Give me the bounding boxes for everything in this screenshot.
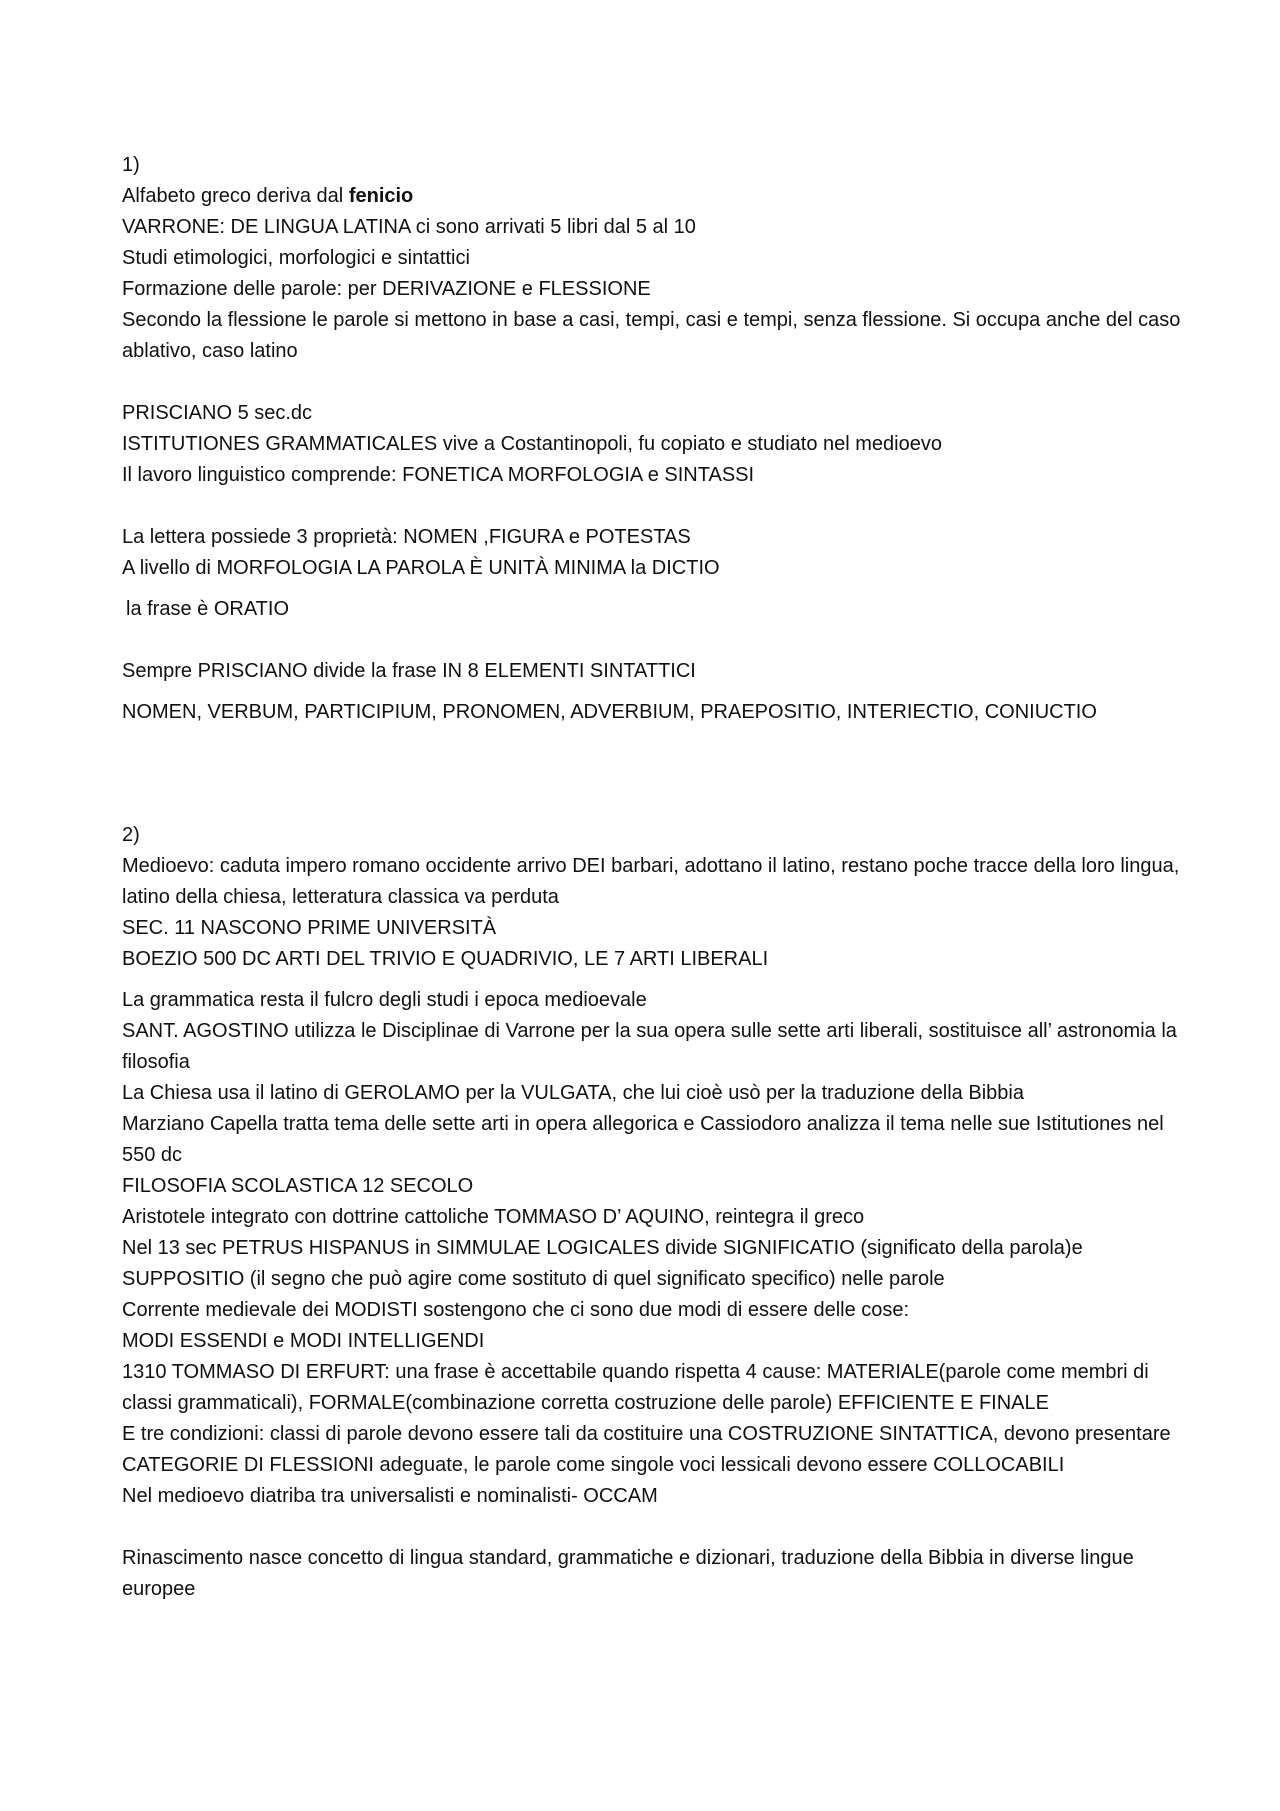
paragraph-line: Corrente medievale dei MODISTI sostengono che ci sono due modi di essere delle cose: (122, 1299, 910, 1321)
paragraph-line: NOMEN, VERBUM, PARTICIPIUM, PRONOMEN, ADVERBIUM, PRAEPOSITIO, INTERIECTIO, CONIUCTIO (122, 701, 1097, 723)
document-body (122, 150, 1182, 1605)
paragraph-line: SANT. AGOSTINO utilizza le Disciplinae di Varrone per la sua opera sulle sette arti liberali, sostituisce all’ astronomia la filosofia (122, 1020, 1177, 1073)
paragraph-line: ISTITUTIONES GRAMMATICALES vive a Costantinopoli, fu copiato e studiato nel medioevo (122, 433, 942, 455)
alfabeto-line: Alfabeto greco deriva dal fenicio (122, 185, 414, 207)
paragraph-line: 1310 TOMMASO DI ERFURT: una frase è accettabile quando rispetta 4 cause: MATERIALE(parole come membri di classi grammaticali), FORMALE(combinazione corretta costruzione delle parole) EFFICIENTE E FINALE (122, 1361, 1149, 1414)
paragraph-line: MODI ESSENDI e MODI INTELLIGENDI (122, 1330, 485, 1352)
paragraph-line: VARRONE: DE LINGUA LATINA ci sono arrivati 5 libri dal 5 al 10 (122, 216, 696, 238)
paragraph-line: PRISCIANO 5 sec.dc (122, 402, 313, 424)
paragraph-line: La Chiesa usa il latino di GEROLAMO per la VULGATA, che lui cioè usò per la traduzione della Bibbia (122, 1082, 1024, 1104)
paragraph-line: La grammatica resta il fulcro degli studi i epoca medioevale (122, 989, 647, 1011)
paragraph-line: Nel 13 sec PETRUS HISPANUS in SIMMULAE LOGICALES divide SIGNIFICATIO (significato della parola)e SUPPOSITIO (il segno che può agire come sostituto di quel significato specifico) nelle parole (122, 1237, 1083, 1290)
paragraph-line: Aristotele integrato con dottrine cattoliche TOMMASO D’ AQUINO, reintegra il greco (122, 1206, 865, 1228)
paragraph-line: Secondo la flessione le parole si mettono in base a casi, tempi, casi e tempi, senza flessione. Si occupa anche del caso ablativo, caso latino (122, 309, 1181, 362)
paragraph-line: E tre condizioni: classi di parole devono essere tali da costituire una COSTRUZIONE SINTATTICA, devono presentare CATEGORIE DI FLESSIONI adeguate, le parole come singole voci lessicali devono essere COLLOCABILI (122, 1423, 1171, 1476)
fenicio-bold: fenicio (348, 185, 414, 207)
paragraph-line: Formazione delle parole: per DERIVAZIONE e FLESSIONE (122, 278, 651, 300)
paragraph-line: Marziano Capella tratta tema delle sette arti in opera allegorica e Cassiodoro analizza il tema nelle sue Istitutiones nel 550 dc (122, 1113, 1164, 1166)
section-2-number: 2) (122, 824, 140, 846)
paragraph-line: Rinascimento nasce concetto di lingua standard, grammatiche e dizionari, traduzione della Bibbia in diverse lingue europee (122, 1547, 1134, 1600)
paragraph-line: SEC. 11 NASCONO PRIME UNIVERSITÀ (122, 917, 497, 939)
paragraph-line: Medioevo: caduta impero romano occidente arrivo DEI barbari, adottano il latino, restano poche tracce della loro lingua, latino della chiesa, letteratura classica va perduta (122, 855, 1180, 908)
paragraph-line: FILOSOFIA SCOLASTICA 12 SECOLO (122, 1175, 474, 1197)
paragraph-line: La lettera possiede 3 proprietà: NOMEN ,FIGURA e POTESTAS (122, 526, 691, 548)
paragraph-line: BOEZIO 500 DC ARTI DEL TRIVIO E QUADRIVIO, LE 7 ARTI LIBERALI (122, 948, 769, 970)
section-1-number: 1) (122, 154, 140, 176)
paragraph-line: Nel medioevo diatriba tra universalisti e nominalisti- OCCAM (122, 1485, 658, 1507)
paragraph-line: Sempre PRISCIANO divide la frase IN 8 ELEMENTI SINTATTICI (122, 660, 696, 682)
paragraph-line: Il lavoro linguistico comprende: FONETICA MORFOLOGIA e SINTASSI (122, 464, 755, 486)
paragraph-line: Studi etimologici, morfologici e sintattici (122, 247, 470, 269)
paragraph-line: A livello di MORFOLOGIA LA PAROLA È UNITÀ MINIMA la DICTIO (122, 557, 720, 579)
paragraph-line: la frase è ORATIO (126, 598, 290, 620)
